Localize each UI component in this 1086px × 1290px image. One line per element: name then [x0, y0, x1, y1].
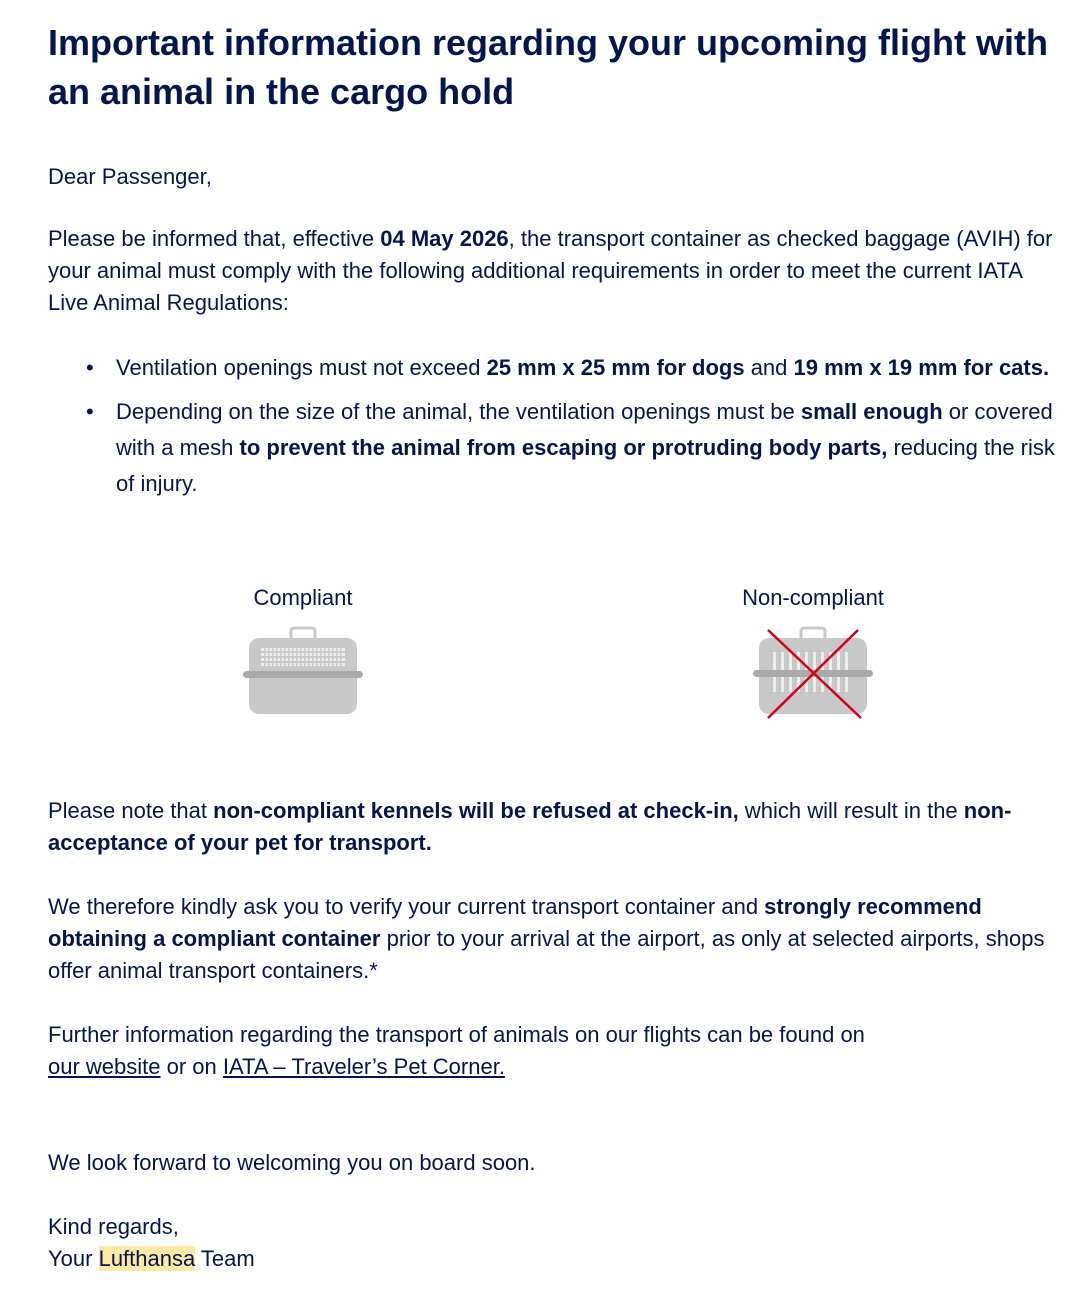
signoff: Kind regards, [48, 1214, 179, 1239]
non-compliant-label: Non-compliant [742, 585, 884, 610]
our-website-link[interactable]: our website [48, 1054, 161, 1079]
intro-text-cont: , the transport container as checked baggage (AVIH) for your animal must comply with the following additional requirements in order to meet the current IATA Live Animal Regulations: [48, 226, 1053, 315]
compliant-kennel [238, 582, 368, 716]
non-compliant-kennel [728, 582, 898, 722]
intro-paragraph [48, 223, 1058, 319]
greeting: Dear Passenger, [48, 164, 212, 189]
verify-request: We therefore kindly ask you to verify your current transport container and strongly recommend obtaining a compliant container prior to your arrival at the airport, as only at selected airports, shops offer animal transport containers.* [48, 894, 1045, 983]
refusal-note: Please note that non-compliant kennels will be refused at check-in, which will result in the non-acceptance of your pet for transport. [48, 798, 1012, 855]
iata-pet-corner-link[interactable]: IATA – Traveler’s Pet Corner. [222, 1054, 505, 1079]
closing-line: We look forward to welcoming you on board soon. [48, 1150, 536, 1175]
list-item: • Ventilation openings must not exceed 25 mm x 25 mm for dogs and 19 mm x 19 mm for cats. [86, 355, 1050, 380]
signature: Your Lufthansa Team [48, 1246, 255, 1271]
intro-text: Please be informed that, effective [48, 226, 381, 251]
pet-carrier-fine-mesh-icon [243, 626, 363, 716]
list-item: • Depending on the size of the animal, the ventilation openings must be small enough or covered with a mesh to prevent the animal from escaping or protruding body parts, reducing the risk of injury. [86, 399, 1055, 496]
effective-date: 04 May 2026 [380, 226, 509, 251]
further-info: Further information regarding the transport of animals on our flights can be found on our website or on IATA – Traveler’s Pet Corner. [48, 1022, 865, 1079]
compliant-label: Compliant [253, 585, 353, 610]
brand-name: Lufthansa [98, 1246, 196, 1271]
page-title: Important information regarding your upcoming flight with an animal in the cargo hold [48, 22, 1048, 112]
requirements-list [48, 350, 1068, 510]
pet-carrier-wide-bars-crossed-icon [753, 626, 873, 722]
